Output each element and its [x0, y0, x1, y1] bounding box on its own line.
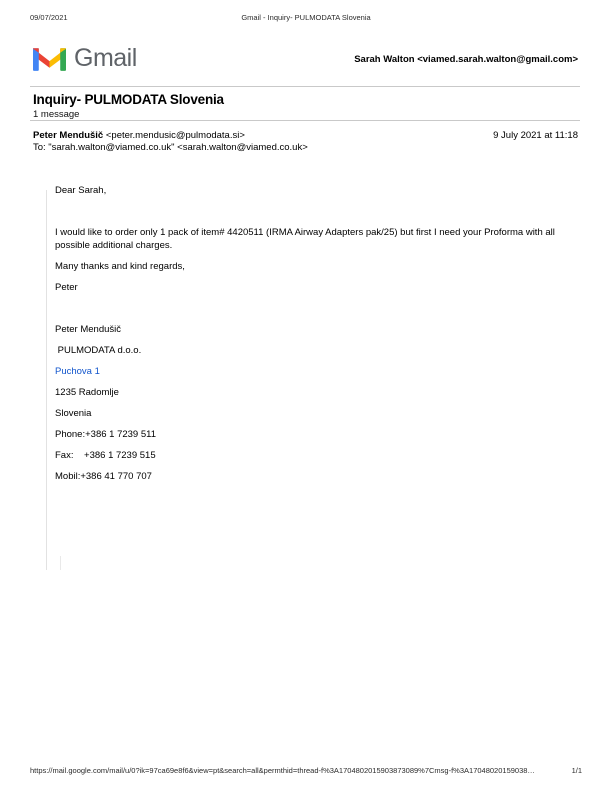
quote-border [46, 190, 47, 570]
gmail-m-icon [33, 46, 66, 71]
print-date: 09/07/2021 [30, 13, 68, 22]
to-line: To: "sarah.walton@viamed.co.uk" <sarah.walton@viamed.co.uk> [33, 142, 308, 153]
signature-address [55, 365, 575, 378]
order-request: I would like to order only 1 pack of item# 4420511 (IRMA Airway Adapters pak/25) but first I need your Proforma with all possible additional charges. [55, 227, 558, 251]
message-count: 1 message [33, 109, 80, 120]
signature-phone: Phone:+386 1 7239 511 [55, 429, 156, 440]
signature-short: Peter [55, 282, 78, 293]
gmail-header [33, 42, 578, 74]
signature-country: Slovenia [55, 408, 92, 419]
thread-subject: Inquiry- PULMODATA Slovenia [33, 92, 224, 107]
closing: Many thanks and kind regards, [55, 261, 185, 272]
message-header [33, 130, 578, 154]
spacer [55, 205, 575, 218]
signature-fax: Fax: +386 1 7239 515 [55, 450, 156, 461]
spacer [55, 302, 575, 315]
signature-city: 1235 Radomlje [55, 387, 119, 398]
sender-name: Peter Mendušič [33, 130, 104, 141]
message-from-to [33, 130, 308, 154]
body-text [55, 184, 575, 483]
print-header [0, 13, 612, 25]
signature-name: Peter Mendušič [55, 324, 122, 335]
signature-company: PULMODATA d.o.o. [55, 345, 142, 356]
print-footer [30, 766, 582, 775]
message-date: 9 July 2021 at 11:18 [493, 130, 578, 141]
quote-border-end [60, 556, 61, 570]
account-owner: Sarah Walton <viamed.sarah.walton@gmail.com> [354, 53, 578, 65]
message-body [46, 184, 580, 491]
print-document-title: Gmail - Inquiry- PULMODATA Slovenia [241, 13, 371, 22]
gmail-wordmark: Gmail [74, 43, 137, 72]
greeting: Dear Sarah, [55, 185, 107, 196]
divider [30, 120, 580, 121]
gmail-logo [33, 44, 137, 73]
page-indicator: 1/1 [571, 766, 582, 775]
print-url: https://mail.google.com/mail/u/0?ik=97ca69e8f6&view=pt&search=all&permthid=thread-f%3A1704802015903873089%7Cmsg-f%3A17048020159038… [30, 766, 535, 775]
sender-email: <peter.mendusic@pulmodata.si> [103, 130, 245, 141]
divider [30, 86, 580, 87]
from-line [33, 130, 308, 142]
signature-mobile: Mobil:+386 41 770 707 [55, 471, 152, 482]
address-link[interactable]: Puchova 1 [55, 366, 100, 377]
